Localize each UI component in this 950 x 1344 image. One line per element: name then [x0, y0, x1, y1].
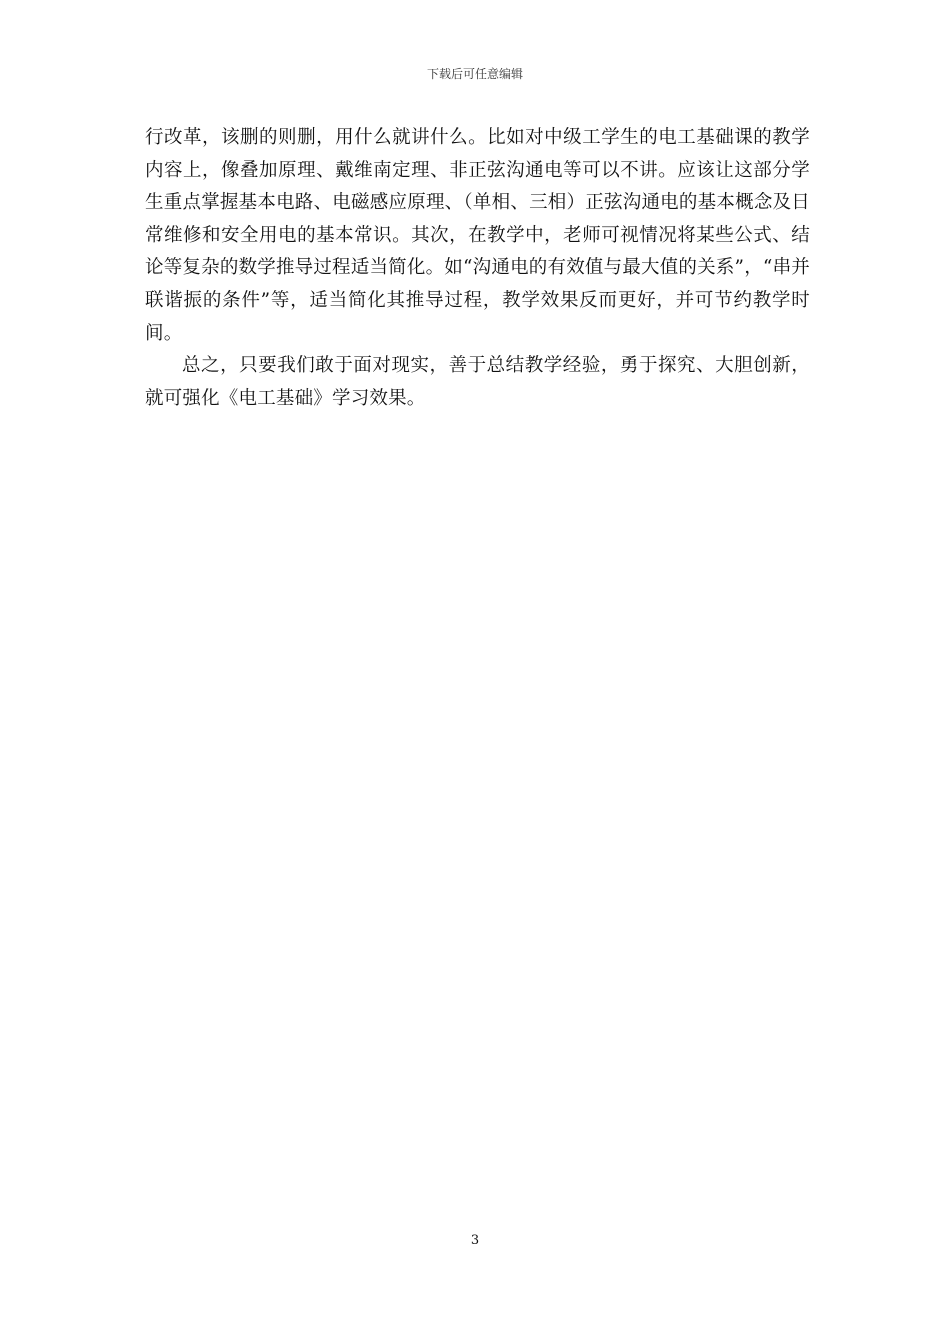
page-number: 3 [470, 1233, 480, 1248]
paragraph-continuation: 行改革，该删的则删，用什么就讲什么。比如对中级工学生的电工基础课的教学内容上，像叠加原理、戴维南定理、非正弦沟通电等可以不讲。应该让这部分学生重点掌握基本电路、电磁感应原理、（单相、三相）正弦沟通电的基本概念及日常维修和安全用电的基本常识。其次，在教学中，老师可视情况将某些公式、结论等复杂的数学推导过程适当简化。如“沟通电的有效值与最大值的关系”，“串并联谐振的条件”等，适当简化其推导过程，教学效果反而更好，并可节约教学时间。 [145, 127, 810, 344]
paragraph-conclusion: 总之，只要我们敢于面对现实，善于总结教学经验，勇于探究、大胆创新，就可强化《电工基础》学习效果。 [145, 355, 810, 409]
document-body [145, 122, 810, 415]
page-header: 下载后可任意编辑 [426, 67, 523, 81]
